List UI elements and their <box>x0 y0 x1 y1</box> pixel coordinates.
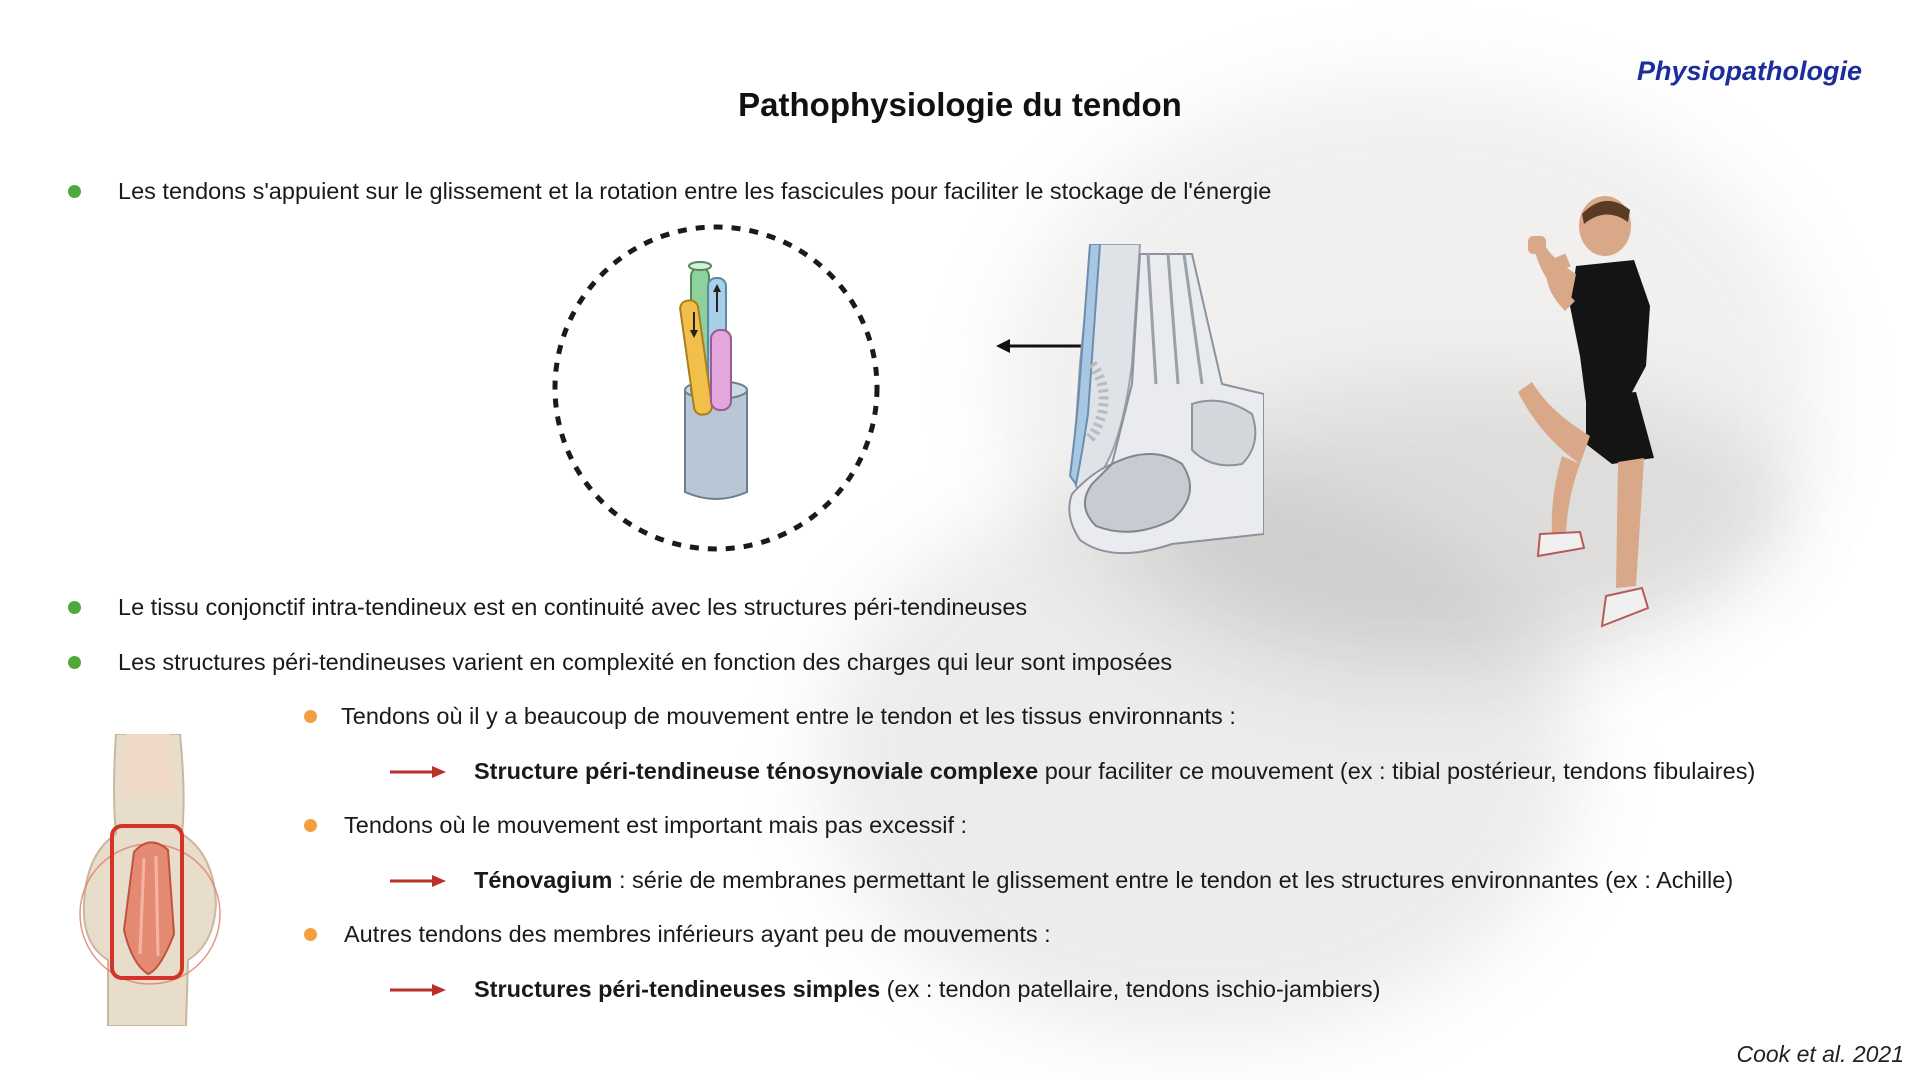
arrow-line <box>390 976 1380 1003</box>
bullet-dot <box>68 601 81 614</box>
sub-bullet-text: Autres tendons des membres inférieurs ayant peu de mouvements : <box>344 921 1051 947</box>
bullet-dot <box>68 656 81 669</box>
arrow-bold-text: Structures péri-tendineuses simples <box>474 976 881 1002</box>
tendon-fascicles-diagram <box>548 220 884 556</box>
bullet-dot <box>304 710 317 723</box>
bullet-text: Les structures péri-tendineuses varient en complexité en fonction des charges qui leur sont imposées <box>118 649 1173 675</box>
bullet-dot <box>68 185 81 198</box>
athlete-photo <box>1510 196 1700 666</box>
achilles-foot-illustration <box>1052 244 1264 564</box>
bullet-text: Le tissu conjonctif intra-tendineux est en continuité avec les structures péri-tendineuses <box>118 594 1028 620</box>
arrow-right-icon <box>390 874 446 888</box>
arrow-text <box>474 867 1733 894</box>
slide-title: Pathophysiologie du tendon <box>738 86 1182 123</box>
arrow-line <box>390 758 1755 785</box>
arrow-bold-text: Structure péri-tendineuse ténosynoviale complexe <box>474 758 1039 784</box>
sub-bullet-text: Tendons où le mouvement est important mais pas excessif : <box>344 812 968 838</box>
bullet-dot <box>304 819 317 832</box>
arrow-rest-text: : série de membranes permettant le glissement entre le tendon et les structures environnantes (ex : Achille) <box>612 867 1734 893</box>
arrow-rest-text: pour faciliter ce mouvement (ex : tibial postérieur, tendons fibulaires) <box>1038 758 1756 784</box>
knee-illustration <box>78 734 224 1026</box>
sub-bullet-item <box>304 921 1051 948</box>
bullet-text: Les tendons s'appuient sur le glissement et la rotation entre les fascicules pour faciliter le stockage de l'énergie <box>118 178 1272 204</box>
arrow-right-icon <box>390 983 446 997</box>
arrow-bold-text: Ténovagium <box>474 867 613 893</box>
sub-bullet-text: Tendons où il y a beaucoup de mouvement entre le tendon et les tissus environnants : <box>341 703 1236 729</box>
bullet-item <box>68 178 1271 205</box>
bullet-item <box>68 649 1172 676</box>
bullet-item <box>68 594 1027 621</box>
citation: Cook et al. 2021 <box>1736 1041 1904 1067</box>
arrow-text <box>474 758 1755 785</box>
arrow-line <box>390 867 1733 894</box>
sub-bullet-item <box>304 703 1236 730</box>
arrow-right-icon <box>390 765 446 779</box>
bullet-dot <box>304 928 317 941</box>
sub-bullet-item <box>304 812 967 839</box>
section-tag: Physiopathologie <box>1636 56 1862 86</box>
arrow-text <box>474 976 1380 1003</box>
arrow-rest-text: (ex : tendon patellaire, tendons ischio-jambiers) <box>880 976 1381 1002</box>
